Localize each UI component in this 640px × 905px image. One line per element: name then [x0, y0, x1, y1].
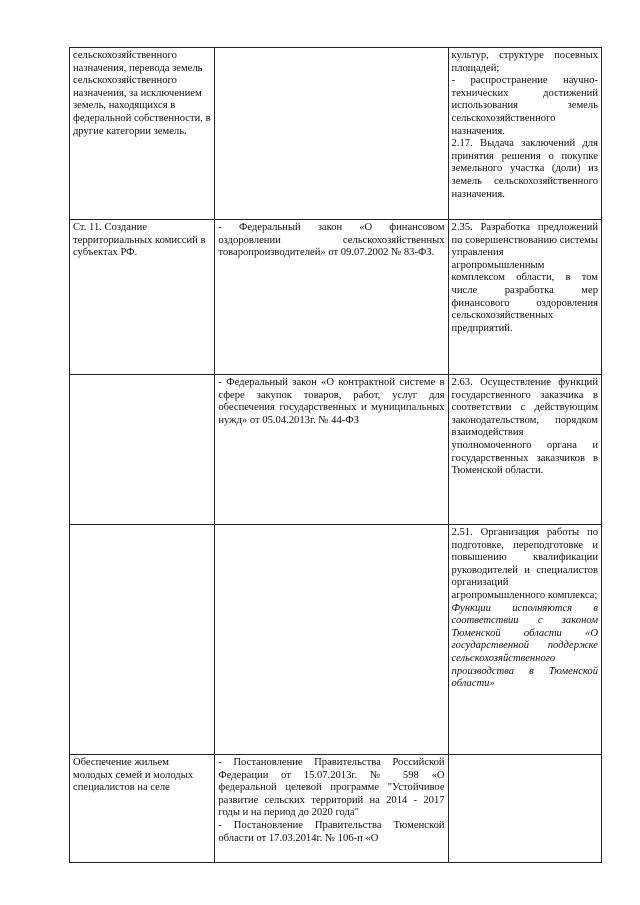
cell-legal-basis	[215, 525, 448, 755]
cell-article: сельскохозяйственного назначения, перевода земель сельскохозяйственного назначения, за исключением земель, находящихся в федеральной собственности, в другие категории земель.	[70, 48, 215, 220]
cell-functions	[448, 525, 601, 755]
cell-functions	[448, 375, 601, 525]
document-table	[69, 47, 602, 863]
function-text: культур, структуре посевных площадей;	[451, 50, 598, 74]
function-text: 2.35. Разработка предложений по совершенствованию системы управления агропромышленным комплексом области, в том числе разработка мер финансового оздоровления сельскохозяйственных предприятий.	[451, 222, 598, 334]
function-text: 2.17. Выдача заключений для принятия решения о покупке земельного участка (доли) из земель сельскохозяйственного назначения.	[451, 138, 598, 200]
function-text: - распространение научно-технических достижений использования земель сельскохозяйственного назначения.	[451, 75, 598, 137]
function-text: 2.51. Организация работы по подготовке, переподготовке и повышению квалификации руководителей и специалистов организаций агропромышленного комплекса;	[451, 527, 598, 601]
cell-legal-basis	[215, 755, 448, 863]
cell-legal-basis	[215, 48, 448, 220]
function-note: Функции исполняются в соответствии с законом Тюменской области «О государственной поддержке сельскохозяйственного производства в Тюменской области»	[451, 602, 598, 690]
cell-article	[70, 525, 215, 755]
table-row	[70, 48, 602, 220]
cell-functions	[448, 48, 601, 220]
cell-article: Обеспечение жильем молодых семей и молодых специалистов на селе	[70, 755, 215, 863]
legal-basis-text: - Постановление Правительства Российской Федерации от 15.07.2013г. № 598 «О федеральной целевой программе "Устойчивое развитие сельских территорий на 2014 - 2017 годы и на период до 2020 года"	[218, 757, 445, 819]
cell-article	[70, 375, 215, 525]
cell-functions	[448, 220, 601, 375]
table-row	[70, 525, 602, 755]
cell-functions	[448, 755, 601, 863]
table-row	[70, 220, 602, 375]
function-text: 2.63. Осуществление функций государственного заказчика в соответствии с действующим законодательством, порядком взаимодействия уполномоченного органа и государственных заказчиков в Тюменской области.	[451, 377, 598, 477]
cell-article: Ст. 11. Создание территориальных комиссий в субъектах РФ.	[70, 220, 215, 375]
table-row	[70, 375, 602, 525]
cell-legal-basis: - Федеральный закон «О контрактной системе в сфере закупок товаров, работ, услуг для обеспечения государственных и муниципальных нужд» от 05.04.2013г. № 44-ФЗ	[215, 375, 448, 525]
table-row	[70, 755, 602, 863]
legal-basis-text: - Постановление Правительства Тюменской области от 17.03.2014г. № 106-п «О	[218, 819, 445, 844]
cell-legal-basis: - Федеральный закон «О финансовом оздоровлении сельскохозяйственных товаропроизводителей» от 09.07.2002 № 83-ФЗ.	[215, 220, 448, 375]
